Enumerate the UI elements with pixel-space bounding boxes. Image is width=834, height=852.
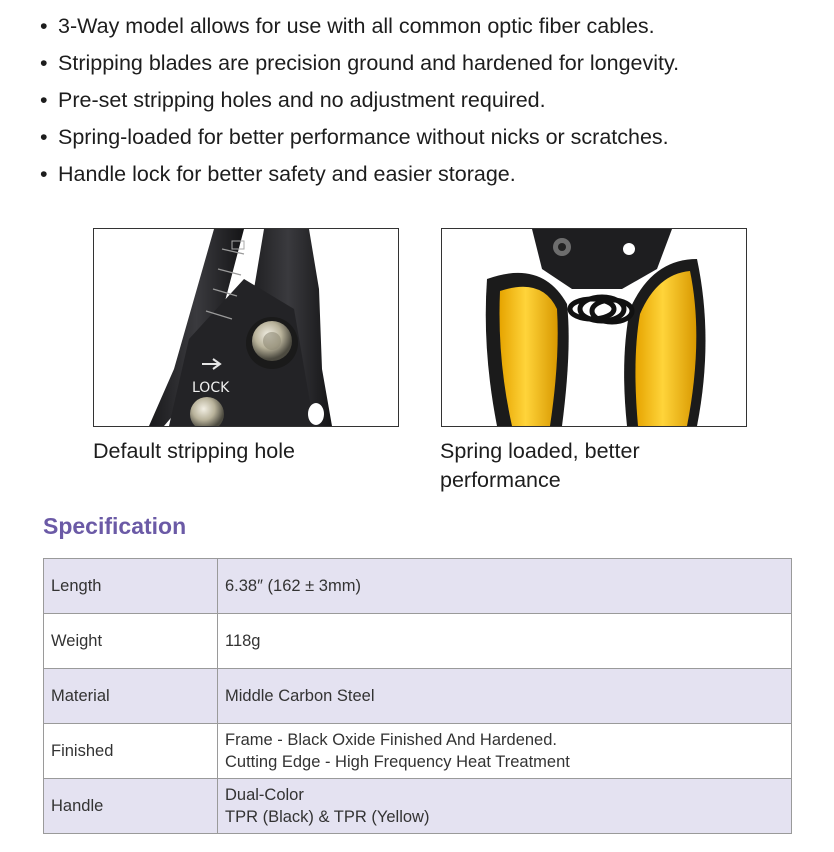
table-row [44,779,792,834]
stripping-hole-photo [93,228,399,427]
lock-label: LOCK [192,380,230,396]
feature-item: • Spring-loaded for better performance without nicks or scratches. [40,125,669,149]
spring-loaded-caption: Spring loaded, better performance [440,439,640,492]
feature-item: • Handle lock for better safety and easier storage. [40,162,516,186]
feature-item: • Stripping blades are precision ground and hardened for longevity. [40,51,680,75]
table-row [44,559,792,614]
feature-item: • Pre-set stripping holes and no adjustment required. [40,88,546,112]
feature-list [40,8,679,193]
table-row [44,724,792,779]
spring-loaded-photo [441,228,747,427]
stripper-jaw-illustration [94,229,398,426]
spec-value: 118g [218,614,792,669]
spec-key: Handle [44,779,218,834]
spec-value: Middle Carbon Steel [218,669,792,724]
spec-key: Length [44,559,218,614]
spec-value: Dual-Color TPR (Black) & TPR (Yellow) [218,779,792,834]
spec-key: Material [44,669,218,724]
table-row [44,669,792,724]
stripper-handles-illustration [442,229,746,426]
spec-value: Frame - Black Oxide Finished And Hardened. Cutting Edge - High Frequency Heat Treatment [218,724,792,779]
table-row [44,614,792,669]
specification-table [43,558,792,834]
spec-value: 6.38″ (162 ± 3mm) [218,559,792,614]
spec-key: Weight [44,614,218,669]
stripping-hole-caption: Default stripping hole [93,439,295,463]
spec-key: Finished [44,724,218,779]
feature-item: • 3-Way model allows for use with all common optic fiber cables. [40,14,655,38]
specification-heading: Specification [43,513,187,539]
